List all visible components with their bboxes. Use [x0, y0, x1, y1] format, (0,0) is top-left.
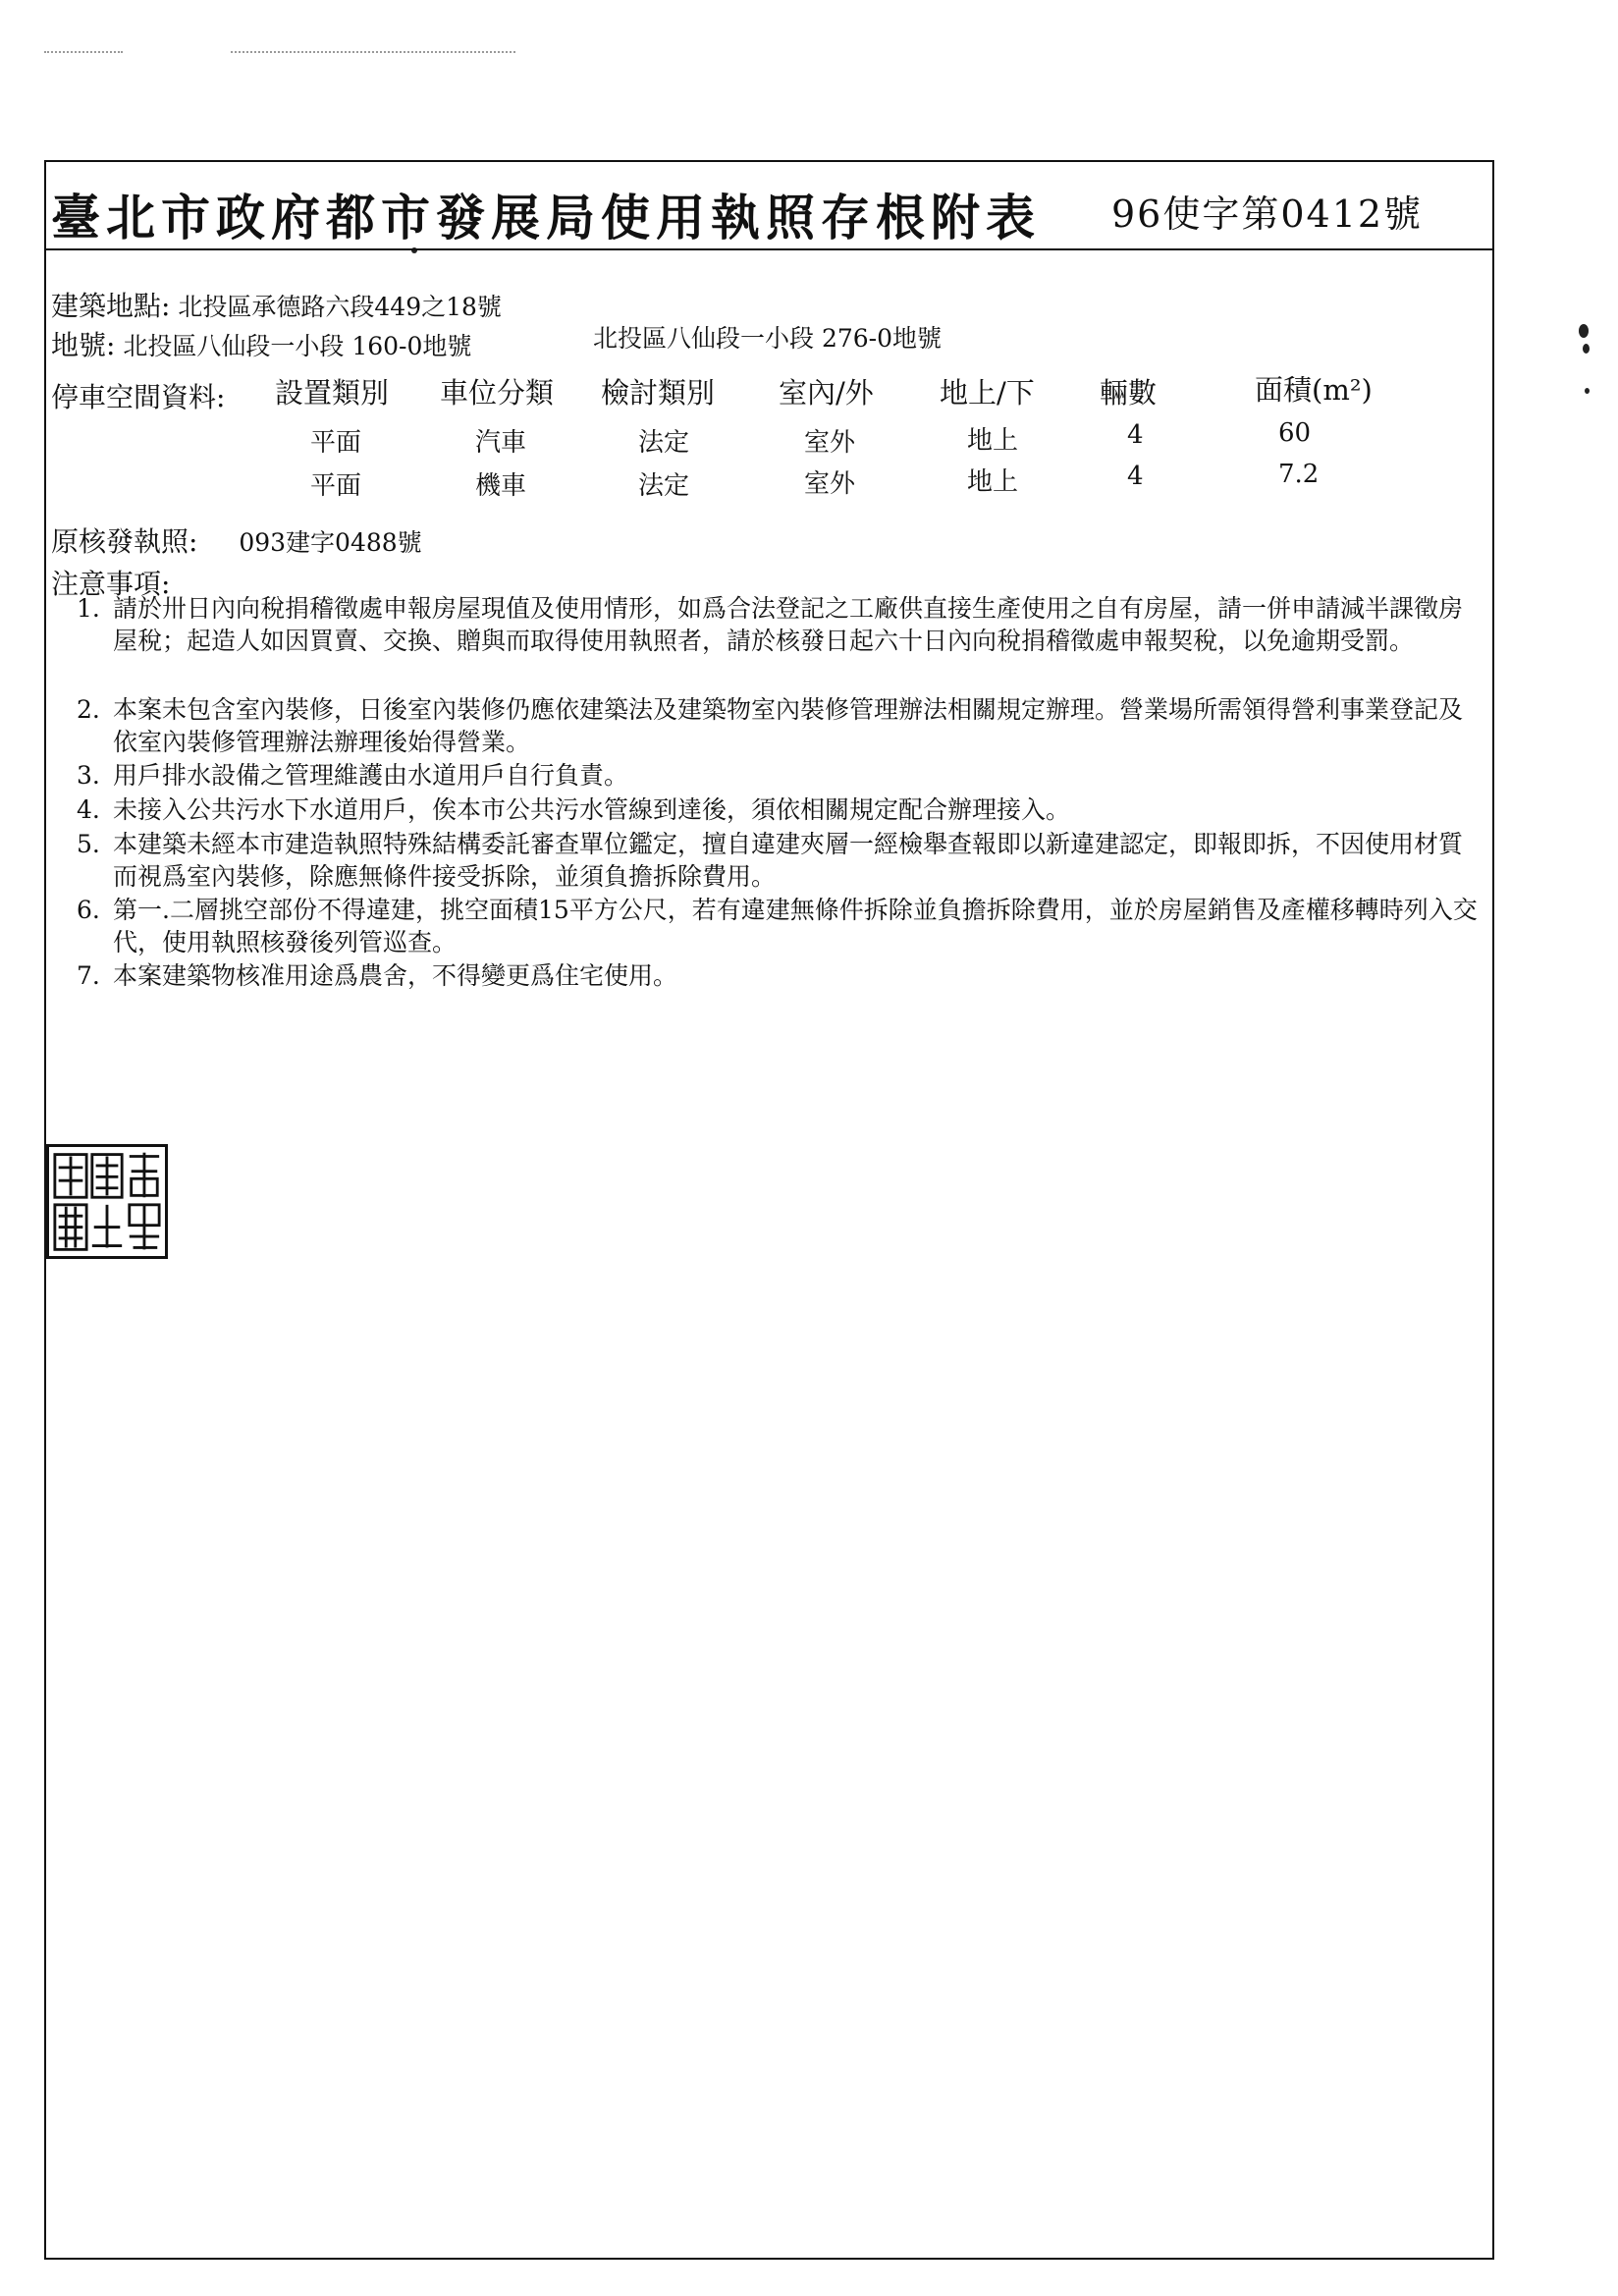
- parking-label: 停車空間資料:: [51, 381, 226, 413]
- list-item: [77, 592, 1483, 657]
- note-text: 本案建築物核准用途爲農舍，不得變更爲住宅使用。: [113, 961, 678, 990]
- col-header: 室內/外: [779, 376, 874, 410]
- note-number: 3.: [77, 761, 100, 790]
- note-number: 6.: [77, 896, 100, 924]
- table-cell: 室外: [804, 428, 856, 458]
- scan-speck: [1583, 344, 1590, 354]
- address-label: 建築地點:: [51, 290, 171, 322]
- list-item: [77, 894, 1483, 958]
- col-header: 檢討類別: [601, 376, 716, 410]
- note-number: 7.: [77, 961, 100, 990]
- seal-glyphs: [49, 1147, 165, 1256]
- original-license-line: [51, 520, 422, 560]
- note-text: 未接入公共污水下水道用戶，俟本市公共污水管線到達後，須依相關規定配合辦理接入。: [113, 795, 1071, 824]
- col-header: 車位分類: [440, 376, 555, 410]
- original-license-label: 原核發執照:: [51, 525, 198, 558]
- table-cell: 汽車: [475, 428, 527, 458]
- table-cell: 法定: [638, 428, 690, 458]
- table-cell: 平面: [310, 471, 362, 501]
- scan-artifact-dots: [231, 51, 515, 53]
- list-item: [77, 759, 1483, 792]
- lot-label: 地號:: [51, 329, 116, 361]
- table-cell: 地上: [967, 426, 1019, 456]
- note-text: 第一.二層挑空部份不得違建，挑空面積15平方公尺，若有違建無條件拆除並負擔拆除費用，並於房屋銷售及產權移轉時列入交代，使用執照核發後列管巡查。: [113, 896, 1478, 957]
- col-header: 面積(m²): [1255, 373, 1373, 407]
- lot-value-1: 北投區八仙段一小段 160-0地號: [123, 332, 472, 360]
- original-license-value: 093建字0488號: [239, 528, 422, 557]
- list-item: [77, 693, 1483, 758]
- list-item: [77, 959, 1483, 992]
- table-cell: 平面: [310, 428, 362, 458]
- note-text: 本案未包含室內裝修，日後室內裝修仍應依建築法及建築物室內裝修管理辦法相關規定辦理。營業場所需領得營利事業登記及依室內裝修管理辦法辦理後始得營業。: [113, 695, 1464, 756]
- lot-line: [51, 324, 471, 363]
- page-title: 臺北市政府都市發展局使用執照存根附表: [51, 189, 1041, 246]
- list-item: [77, 793, 1483, 826]
- scan-speck: [1585, 388, 1590, 394]
- table-cell: 室外: [804, 469, 856, 499]
- address-value: 北投區承德路六段449之18號: [178, 293, 502, 321]
- table-cell: 機車: [475, 471, 527, 501]
- table-cell: 地上: [967, 467, 1019, 497]
- scan-artifact-dots: [44, 51, 123, 53]
- note-number: 5.: [77, 830, 100, 858]
- note-text: 用戶排水設備之管理維護由水道用戶自行負責。: [113, 761, 629, 790]
- col-header: 地上/下: [940, 376, 1035, 410]
- document-frame: [44, 160, 1494, 2260]
- list-item: [77, 828, 1483, 893]
- col-header: 輛數: [1100, 376, 1158, 410]
- lot-value-2: 北投區八仙段一小段 276-0地號: [593, 324, 943, 353]
- col-header: 設置類別: [275, 376, 390, 410]
- table-cell: 4: [1127, 462, 1144, 491]
- note-number: 2.: [77, 695, 100, 724]
- document-number: 96使字第0412號: [1111, 192, 1424, 236]
- table-cell: 60: [1278, 418, 1312, 448]
- official-seal-icon: [46, 1144, 168, 1259]
- note-number: 4.: [77, 795, 100, 824]
- note-number: 1.: [77, 594, 100, 623]
- address-line: [51, 285, 502, 324]
- note-text: 本建築未經本市建造執照特殊結構委託審查單位鑑定，擅自違建夾層一經檢舉查報即以新違建認定，即報即拆，不因使用材質而視爲室內裝修，除應無條件接受拆除，並須負擔拆除費用。: [113, 830, 1464, 891]
- note-text: 請於卅日內向稅捐稽徵處申報房屋現值及使用情形，如爲合法登記之工廠供直接生產使用之自有房屋，請一併申請減半課徵房屋稅；起造人如因買賣、交換、贈與而取得使用執照者，請於核發日起六十日內向稅捐稽徵處申報契稅，以免逾期受罰。: [113, 594, 1464, 655]
- scan-speck: [1579, 324, 1589, 338]
- table-cell: 法定: [638, 471, 690, 501]
- table-cell: 7.2: [1278, 460, 1320, 489]
- table-cell: 4: [1127, 420, 1144, 450]
- notes-title: 注意事項:: [51, 568, 171, 600]
